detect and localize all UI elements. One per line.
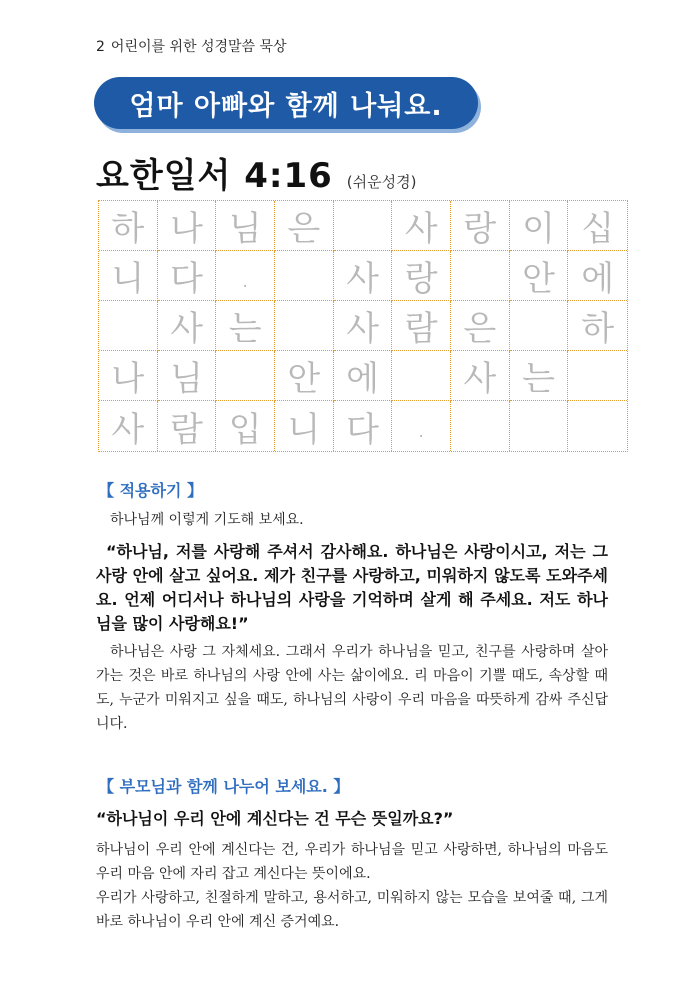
apply-body: 하나님은 사랑 그 자체세요. 그래서 우리가 하나님을 믿고, 친구를 사랑하며 살아가는 것은 바로 하나님의 사랑 안에 사는 삶이에요. 리 마음이 기쁠 때도, 속상할 때도, 누군가 미워지고 싶을 때도, 하나님의 사랑이 우리 마음을 따뜻하게 감싸 주신답니다. [96, 644, 608, 732]
grid-cell: 나 [99, 351, 158, 401]
grid-cell [275, 251, 334, 301]
prayer-text: “하나님, 저를 사랑해 주셔서 감사해요. 하나님은 사랑이시고, 저는 그 사랑 안에 살고 싶어요. 제가 친구를 사랑하고, 미워하지 않도록 도와주세요. 언제 어디서나 하나님의 사랑을 기억하며 살게 해 주세요. 저도 하나님을 많이 사랑해요!” [96, 542, 608, 633]
grid-cell: 니 [275, 401, 334, 451]
grid-cell [568, 351, 627, 401]
verse-reference [96, 148, 416, 197]
grid-cell: 하 [568, 301, 627, 351]
grid-cell: 니 [99, 251, 158, 301]
tracing-grid [98, 200, 628, 452]
grid-cell: 랑 [392, 251, 451, 301]
grid-cell: 다 [334, 401, 393, 451]
grid-cell: 사 [158, 301, 217, 351]
grid-cell [510, 301, 569, 351]
share-question: “하나님이 우리 안에 계신다는 건 무슨 뜻일까요?” [96, 809, 454, 828]
share-section-title: 【 부모님과 함께 나누어 보세요. 】 [98, 777, 350, 796]
grid-cell [334, 201, 393, 251]
grid-cell [510, 401, 569, 451]
grid-cell [216, 351, 275, 401]
grid-cell [451, 251, 510, 301]
grid-cell: 사 [451, 351, 510, 401]
grid-cell: 사 [99, 401, 158, 451]
page-number: 2 [96, 39, 105, 55]
grid-cell: 십 [568, 201, 627, 251]
apply-section-title: 【 적용하기 】 [98, 481, 203, 500]
grid-cell: 이 [510, 201, 569, 251]
grid-cell: 는 [216, 301, 275, 351]
grid-cell [275, 301, 334, 351]
banner-text: 엄마 아빠와 함께 나눠요. [129, 90, 443, 122]
grid-cell: 은 [451, 301, 510, 351]
grid-cell: 에 [568, 251, 627, 301]
grid-cell [451, 401, 510, 451]
grid-cell [568, 401, 627, 451]
bible-version: (쉬운성경) [346, 173, 417, 191]
grid-cell: 님 [216, 201, 275, 251]
grid-cell: 다 [158, 251, 217, 301]
grid-cell: 람 [392, 301, 451, 351]
book-title: 어린이를 위한 성경말씀 묵상 [110, 39, 287, 55]
grid-cell: 사 [392, 201, 451, 251]
grid-cell: 안 [275, 351, 334, 401]
grid-cell: 사 [334, 301, 393, 351]
grid-cell: . [216, 251, 275, 301]
grid-cell [99, 301, 158, 351]
share-answer-2: 우리가 사랑하고, 친절하게 말하고, 용서하고, 미워하지 않는 모습을 보여줄 때, 그게 바로 하나님이 우리 안에 계신 증거예요. [96, 890, 608, 930]
grid-cell: 은 [275, 201, 334, 251]
grid-cell: 하 [99, 201, 158, 251]
page-header [96, 36, 287, 56]
section-banner [94, 77, 478, 129]
grid-cell: 님 [158, 351, 217, 401]
verse-ref-text: 요한일서 4:16 [96, 156, 333, 196]
share-answer-1: 하나님이 우리 안에 계신다는 건, 우리가 하나님을 믿고 사랑하면, 하나님의 마음도 우리 마음 안에 자리 잡고 계신다는 뜻이에요. [96, 842, 608, 882]
grid-cell: 에 [334, 351, 393, 401]
grid-cell: 나 [158, 201, 217, 251]
grid-cell [392, 351, 451, 401]
apply-intro: 하나님께 이렇게 기도해 보세요. [110, 512, 304, 528]
grid-cell: 랑 [451, 201, 510, 251]
grid-cell: 는 [510, 351, 569, 401]
grid-cell: 사 [334, 251, 393, 301]
grid-cell: 안 [510, 251, 569, 301]
grid-cell: 람 [158, 401, 217, 451]
grid-cell: 입 [216, 401, 275, 451]
grid-cell: . [392, 401, 451, 451]
